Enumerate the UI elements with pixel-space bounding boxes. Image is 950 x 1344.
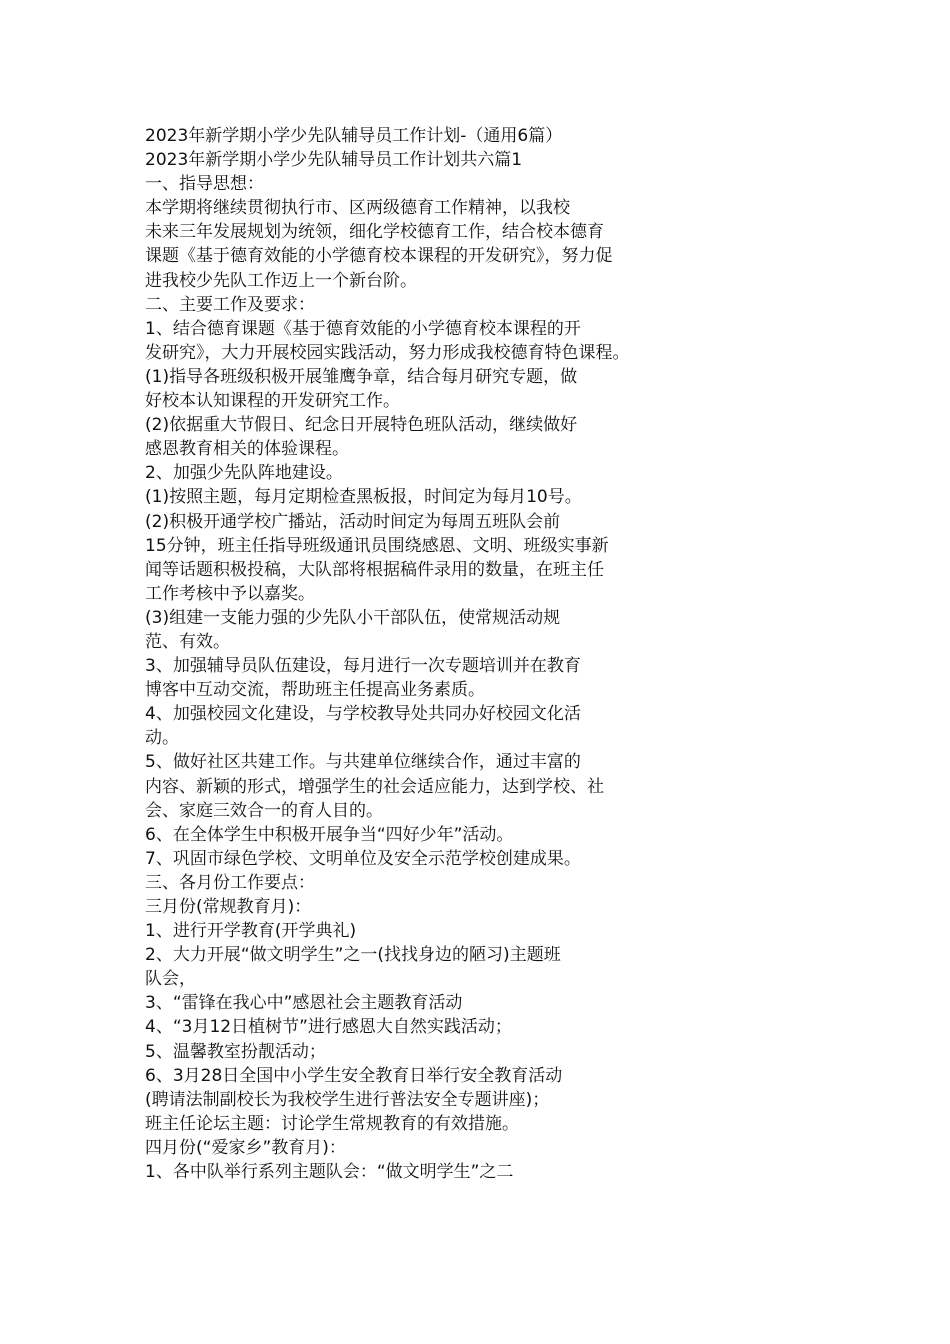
text-line: 班主任论坛主题：讨论学生常规教育的有效措施。 xyxy=(145,1113,519,1134)
text-line: 4、“3月12日植树节”进行感恩大自然实践活动； xyxy=(145,1017,512,1038)
text-line: (1)按照主题，每月定期检查黑板报，时间定为每月10号。 xyxy=(145,487,582,508)
text-line: 闻等话题积极投稿，大队部将根据稿件录用的数量，在班主任 xyxy=(145,559,604,580)
text-line: 博客中互动交流，帮助班主任提高业务素质。 xyxy=(145,680,485,701)
text-line: 会、家庭三效合一的育人目的。 xyxy=(145,800,383,821)
text-line: 二、主要工作及要求： xyxy=(145,294,315,315)
text-line: 队会， xyxy=(145,969,196,990)
text-line: (2)依据重大节假日、纪念日开展特色班队活动，继续做好 xyxy=(145,415,578,436)
text-line: 一、指导思想： xyxy=(145,174,264,195)
text-line: 1、进行开学教育(开学典礼) xyxy=(145,921,357,942)
text-line: 范、有效。 xyxy=(145,631,230,652)
text-line: (2)积极开通学校广播站，活动时间定为每周五班队会前 xyxy=(145,511,561,532)
text-line: 三、各月份工作要点： xyxy=(145,872,315,893)
text-line: 6、在全体学生中积极开展争当“四好少年”活动。 xyxy=(145,824,514,845)
document-title: 2023年新学期小学少先队辅导员工作计划-（通用6篇） xyxy=(145,126,563,146)
text-line: 感恩教育相关的体验课程。 xyxy=(145,439,349,460)
text-line: 未来三年发展规划为统领，细化学校德育工作，结合校本德育 xyxy=(145,222,604,243)
text-line: 3、“雷锋在我心中”感恩社会主题教育活动 xyxy=(145,993,463,1014)
text-line: 2、加强少先队阵地建设。 xyxy=(145,463,343,484)
text-line: 本学期将继续贯彻执行市、区两级德育工作精神，以我校 xyxy=(145,198,570,219)
text-line: 5、做好社区共建工作。与共建单位继续合作，通过丰富的 xyxy=(145,752,581,773)
text-line: 2、大力开展“做文明学生”之一(找找身边的陋习)主题班 xyxy=(145,945,561,966)
text-line: 1、各中队举行系列主题队会：“做文明学生”之二 xyxy=(145,1162,514,1183)
text-line: 7、巩固市绿色学校、文明单位及安全示范学校创建成果。 xyxy=(145,848,581,869)
text-line: 动。 xyxy=(145,728,179,749)
document-body xyxy=(145,124,845,1184)
text-line: 工作考核中予以嘉奖。 xyxy=(145,583,315,604)
text-line: 5、温馨教室扮靓活动； xyxy=(145,1041,326,1062)
text-line: 好校本认知课程的开发研究工作。 xyxy=(145,391,400,412)
text-line: 发研究》，大力开展校园实践活动，努力形成我校德育特色课程。 xyxy=(145,342,630,363)
text-line: (3)组建一支能力强的少先队小干部队伍，使常规活动规 xyxy=(145,607,561,628)
text-line: 4、加强校园文化建设，与学校教导处共同办好校园文化活 xyxy=(145,704,581,725)
text-line: 内容、新颖的形式，增强学生的社会适应能力，达到学校、社 xyxy=(145,776,604,797)
text-line: 三月份(常规教育月)： xyxy=(145,897,312,917)
text-line: (聘请法制副校长为我校学生进行普法安全专题讲座)； xyxy=(145,1089,550,1110)
text-line: 3、加强辅导员队伍建设，每月进行一次专题培训并在教育 xyxy=(145,656,581,677)
text-line: 课题《基于德育效能的小学德育校本课程的开发研究》，努力促 xyxy=(145,246,613,267)
text-line: 6、3月28日全国中小学生安全教育日举行安全教育活动 xyxy=(145,1065,563,1086)
text-line: 四月份(“爱家乡”教育月)： xyxy=(145,1137,346,1158)
text-line: 2023年新学期小学少先队辅导员工作计划共六篇1 xyxy=(145,150,523,171)
text-line: (1)指导各班级积极开展雏鹰争章，结合每月研究专题，做 xyxy=(145,366,578,387)
text-line: 进我校少先队工作迈上一个新台阶。 xyxy=(145,270,417,291)
text-line: 1、结合德育课题《基于德育效能的小学德育校本课程的开 xyxy=(145,318,581,339)
text-line: 15分钟，班主任指导班级通讯员围绕感恩、文明、班级实事新 xyxy=(145,535,609,556)
